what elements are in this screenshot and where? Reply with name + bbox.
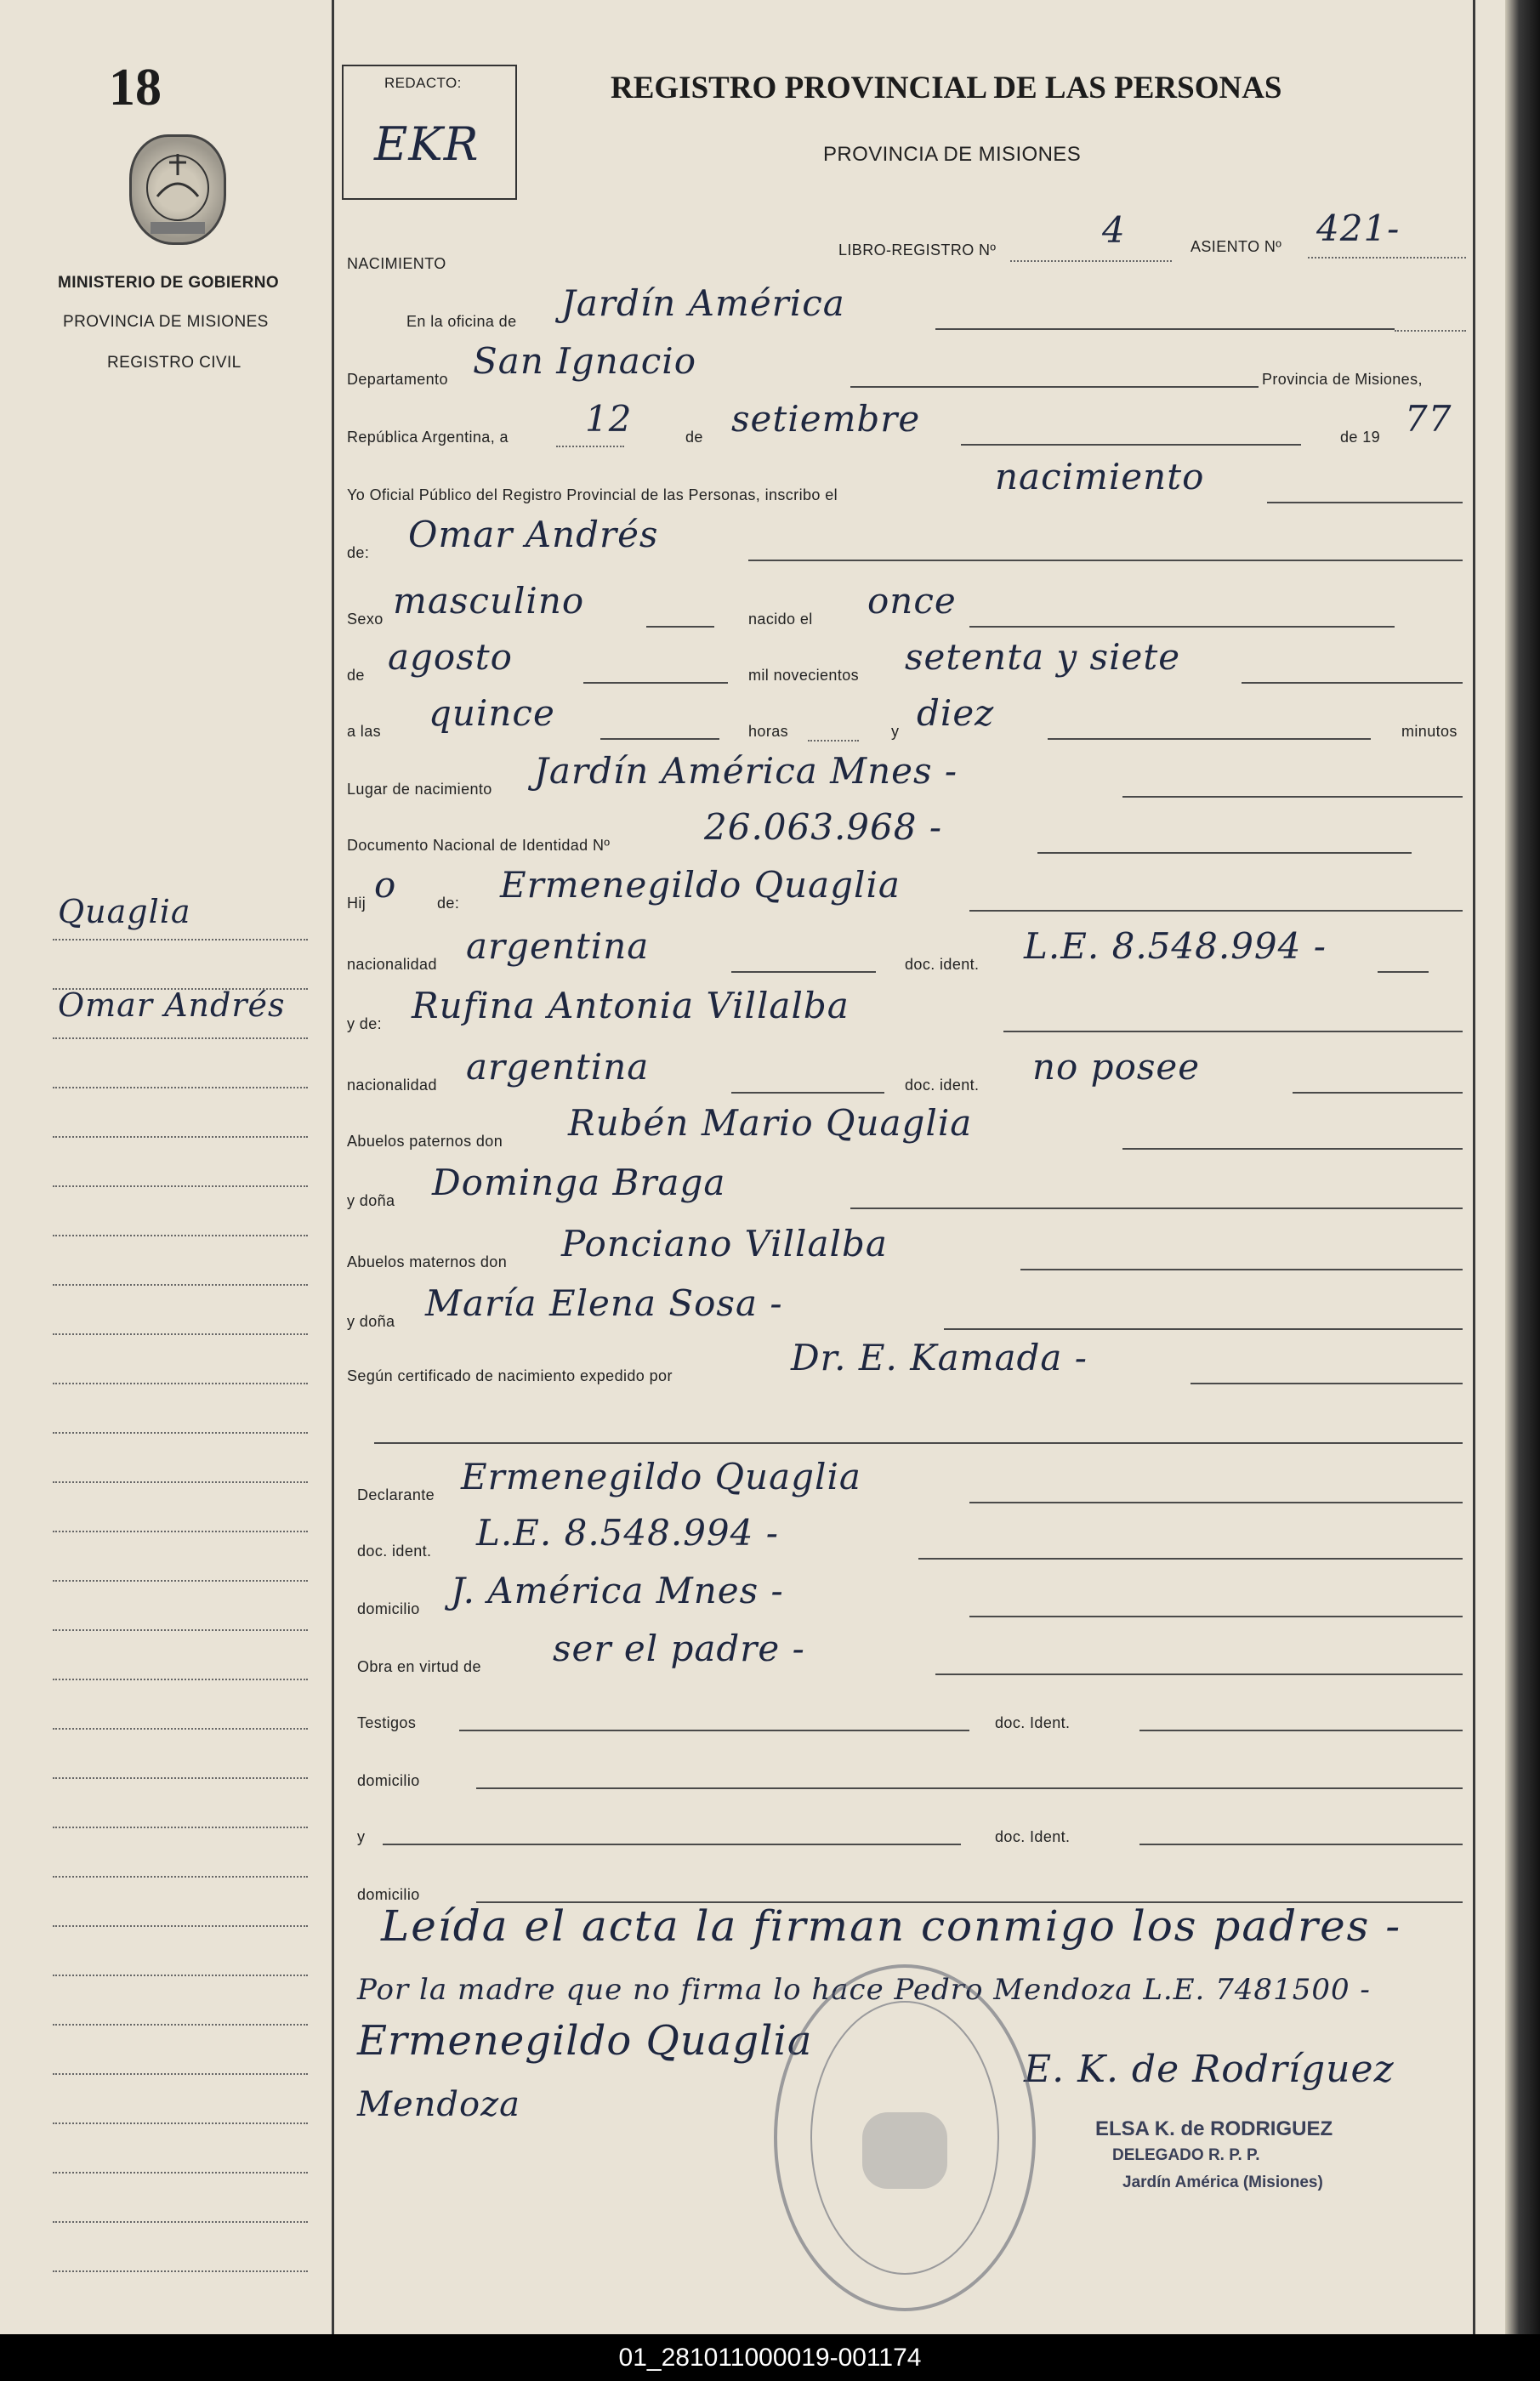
fill-line	[1242, 682, 1463, 684]
mes-value: setiembre	[731, 398, 921, 440]
test2-doc-label: doc. Ident.	[995, 1828, 1071, 1845]
margin-ruled-line	[53, 2073, 308, 2075]
fill-line	[961, 444, 1301, 446]
nac-madre-value: argentina	[466, 1046, 650, 1088]
nacido-label: nacido el	[748, 611, 813, 628]
republica-label: República Argentina, a	[347, 429, 509, 446]
ab-pat-label: Abuelos paternos don	[347, 1133, 503, 1150]
departamento-label: Departamento	[347, 371, 448, 388]
fill-line	[969, 1616, 1463, 1617]
dni-label: Documento Nacional de Identidad Nº	[347, 837, 611, 854]
tipo-value: nacimiento	[995, 456, 1205, 497]
signature-witness: Mendoza	[357, 2085, 520, 2124]
de-nombre-label: de:	[347, 544, 370, 561]
registry-title: REGISTRO PROVINCIAL DE LAS PERSONAS	[611, 71, 1282, 105]
margin-ruled-line	[53, 1235, 308, 1236]
page-edge-shadow	[1505, 0, 1540, 2334]
y-label: y	[891, 723, 900, 740]
anio-value: 77	[1405, 398, 1452, 440]
ab-pat-dona-value: Dominga Braga	[432, 1162, 726, 1203]
declarante-value: Ermenegildo Quaglia	[461, 1456, 861, 1497]
fill-line	[476, 1787, 1463, 1789]
ministry-label: MINISTERIO DE GOBIERNO	[58, 274, 280, 292]
fill-line	[1267, 502, 1463, 503]
fill-line	[969, 1502, 1463, 1503]
a-las-label: a las	[347, 723, 382, 740]
madre-value: Rufina Antonia Villalba	[412, 985, 850, 1026]
fill-line	[1378, 971, 1429, 973]
nac-padre-value: argentina	[466, 925, 650, 967]
test2-y-label: y	[357, 1828, 366, 1845]
hora-value: quince	[429, 692, 555, 734]
officer-stamp-place: Jardín América (Misiones)	[1122, 2174, 1323, 2191]
margin-ruled-line	[53, 2221, 308, 2223]
y-de-label: y de:	[347, 1015, 383, 1032]
margin-given-name: Omar Andrés	[58, 986, 286, 1024]
margin-ruled-line	[53, 1629, 308, 1631]
test-dom-label: domicilio	[357, 1772, 420, 1789]
fill-line	[850, 386, 1259, 388]
fill-line	[731, 971, 876, 973]
mil-label: mil novecientos	[748, 667, 860, 684]
margin-ruled-line	[53, 988, 308, 990]
right-border	[1473, 0, 1475, 2334]
de2-label: de	[347, 667, 365, 684]
fill-line	[1191, 1383, 1463, 1384]
margin-ruled-line	[53, 1876, 308, 1878]
departamento-value: San Ignacio	[473, 340, 697, 382]
asiento-value: 421-	[1316, 207, 1401, 249]
de-label: de	[685, 429, 703, 446]
hijo-de-label: de:	[437, 895, 460, 912]
anio-prefix: de 19	[1340, 429, 1381, 446]
fill-line	[1122, 796, 1463, 798]
lugar-value: Jardín América Mnes -	[534, 750, 958, 792]
fill-line	[918, 1558, 1463, 1560]
fill-line	[374, 1442, 1463, 1444]
y-dona1-label: y doña	[347, 1192, 395, 1209]
dia-value: 12	[585, 398, 633, 440]
margin-ruled-line	[53, 1284, 308, 1286]
nacimiento-label: NACIMIENTO	[347, 255, 446, 272]
certificado-label: Según certificado de nacimiento expedido por	[347, 1367, 673, 1384]
fill-line	[1122, 1148, 1463, 1150]
fill-line	[600, 738, 719, 740]
closing-line-1: Leída el acta la firman conmigo los padres -	[381, 1901, 1402, 1951]
minutos-label: minutos	[1401, 723, 1458, 740]
doc-decl-value: L.E. 8.548.994 -	[476, 1512, 779, 1554]
asiento-label: ASIENTO Nº	[1191, 238, 1282, 255]
doc-padre-value: L.E. 8.548.994 -	[1024, 925, 1327, 967]
signature-officer: E. K. de Rodríguez	[1024, 2048, 1395, 2091]
fill-line	[1139, 1844, 1463, 1845]
fill-line	[583, 682, 728, 684]
margin-ruled-line	[53, 1432, 308, 1434]
test-doc-label: doc. Ident.	[995, 1714, 1071, 1731]
signature-declarant: Ermenegildo Quaglia	[357, 2017, 813, 2065]
margin-ruled-line	[53, 1037, 308, 1039]
fill-line	[969, 910, 1463, 912]
redacto-initials: EKR	[374, 117, 480, 171]
fill-line	[646, 626, 714, 628]
test2-dom-label: domicilio	[357, 1886, 420, 1903]
docid1-label: doc. ident.	[905, 956, 980, 973]
fill-line	[1003, 1031, 1463, 1032]
hijo-label: Hij	[347, 895, 367, 912]
fill-line	[748, 560, 1463, 561]
fill-line	[1293, 1092, 1463, 1094]
margin-ruled-line	[53, 1777, 308, 1779]
province-crest-icon	[129, 134, 226, 245]
province-label: PROVINCIA DE MISIONES	[63, 313, 269, 331]
officer-stamp-title: DELEGADO R. P. P.	[1112, 2146, 1260, 2164]
margin-ruled-line	[53, 1679, 308, 1680]
oficial-label: Yo Oficial Público del Registro Provincial de las Personas, inscribo el	[347, 486, 838, 503]
margin-ruled-line	[53, 1383, 308, 1384]
registry-label: REGISTRO CIVIL	[107, 354, 242, 372]
dotted-fill-line	[556, 446, 624, 447]
nacido-value: once	[867, 580, 957, 622]
doc-madre-value: no posee	[1032, 1046, 1201, 1088]
margin-ruled-line	[53, 1580, 308, 1582]
margin-ruled-line	[53, 2172, 308, 2174]
ab-pat-don-value: Rubén Mario Quaglia	[568, 1102, 973, 1144]
nac1-label: nacionalidad	[347, 956, 437, 973]
horas-label: horas	[748, 723, 789, 740]
margin-ruled-line	[53, 1333, 308, 1335]
fill-line	[1020, 1269, 1463, 1270]
nombre-value: Omar Andrés	[408, 514, 659, 555]
redacto-box	[342, 65, 517, 200]
fill-line	[459, 1730, 969, 1731]
minutos-value: diez	[917, 692, 995, 734]
image-code: 01_281011000019-001174	[618, 2344, 922, 2372]
margin-surname: Quaglia	[58, 893, 191, 930]
margin-ruled-line	[53, 1925, 308, 1927]
official-seal-icon	[774, 1964, 1036, 2311]
margin-ruled-line	[53, 2270, 308, 2272]
y-dona2-label: y doña	[347, 1313, 395, 1330]
sexo-label: Sexo	[347, 611, 384, 628]
obra-value: ser el padre -	[553, 1628, 805, 1669]
dotted-fill-line	[1395, 330, 1466, 332]
margin-ruled-line	[53, 1136, 308, 1138]
margin-ruled-line	[53, 1531, 308, 1532]
ab-mat-label: Abuelos maternos don	[347, 1253, 508, 1270]
declarante-label: Declarante	[357, 1486, 435, 1503]
fill-line	[935, 328, 1395, 330]
margin-ruled-line	[53, 1827, 308, 1828]
dni-value: 26.063.968 -	[704, 806, 943, 848]
margin-ruled-line	[53, 1185, 308, 1187]
margin-ruled-line	[53, 2024, 308, 2026]
testigos-label: Testigos	[357, 1714, 417, 1731]
sexo-value: masculino	[393, 580, 585, 622]
libro-value: 4	[1102, 209, 1126, 251]
margin-ruled-line	[53, 1728, 308, 1730]
lugar-label: Lugar de nacimiento	[347, 781, 492, 798]
libro-label: LIBRO-REGISTRO Nº	[838, 242, 997, 259]
fill-line	[1139, 1730, 1463, 1731]
margin-divider	[332, 0, 334, 2334]
nac2-label: nacionalidad	[347, 1077, 437, 1094]
fill-line	[1037, 852, 1412, 854]
redacto-label: REDACTO:	[384, 75, 462, 91]
domicilio-label: domicilio	[357, 1600, 420, 1617]
fill-line	[969, 626, 1395, 628]
page-number: 18	[109, 59, 162, 116]
margin-ruled-line	[53, 1975, 308, 1976]
hijo-suffix: o	[374, 864, 397, 906]
fill-line	[383, 1844, 961, 1845]
margin-ruled-line	[53, 2122, 308, 2124]
doc-decl-label: doc. ident.	[357, 1543, 432, 1560]
closing-line-2: Por la madre que no firma lo hace Pedro Mendoza L.E. 7481500 -	[357, 1973, 1371, 2007]
ab-mat-dona-value: María Elena Sosa -	[425, 1282, 783, 1324]
registry-subtitle: PROVINCIA DE MISIONES	[823, 143, 1082, 166]
anio-nac-value: setenta y siete	[905, 636, 1181, 678]
padre-value: Ermenegildo Quaglia	[500, 864, 901, 906]
oficina-label: En la oficina de	[406, 313, 517, 330]
fill-line	[850, 1208, 1463, 1209]
provincia-suffix: Provincia de Misiones,	[1262, 371, 1423, 388]
obra-label: Obra en virtud de	[357, 1658, 481, 1675]
fill-line	[731, 1092, 884, 1094]
oficina-value: Jardín América	[561, 282, 845, 324]
fill-line	[944, 1328, 1463, 1330]
officer-stamp-name: ELSA K. de RODRIGUEZ	[1095, 2117, 1333, 2140]
dotted-fill-line	[808, 740, 859, 742]
mes-nac-value: agosto	[388, 636, 513, 678]
image-code-bar	[0, 2334, 1540, 2381]
fill-line	[935, 1674, 1463, 1675]
domicilio-value: J. América Mnes -	[451, 1570, 784, 1611]
ab-mat-don-value: Ponciano Villalba	[561, 1223, 888, 1264]
margin-ruled-line	[53, 939, 308, 940]
certificado-value: Dr. E. Kamada -	[791, 1337, 1088, 1378]
fill-line	[1048, 738, 1371, 740]
margin-ruled-line	[53, 1087, 308, 1088]
margin-ruled-line	[53, 1481, 308, 1483]
docid2-label: doc. ident.	[905, 1077, 980, 1094]
